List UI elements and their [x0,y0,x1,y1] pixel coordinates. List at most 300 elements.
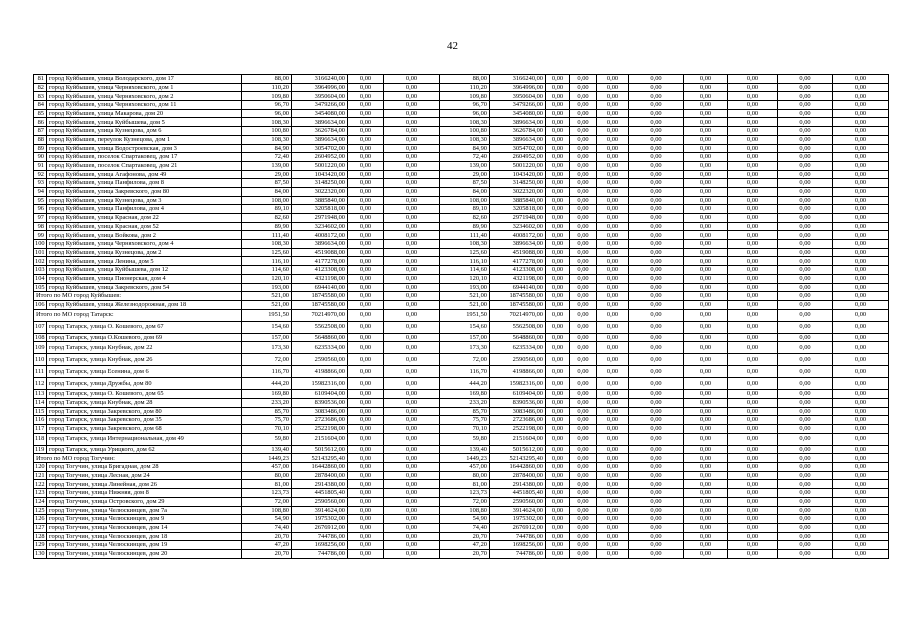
z3-cell: 0,00 [546,342,570,354]
z5-cell: 0,00 [597,480,629,489]
row-number: 107 [34,321,47,333]
area-cell: 233,20 [242,398,292,407]
z6-cell: 0,00 [629,506,684,515]
z2-cell: 0,00 [384,179,440,188]
z7-cell: 0,00 [684,549,728,558]
z4-cell: 0,00 [570,231,597,240]
z2-cell: 0,00 [384,187,440,196]
area2-cell: 116,10 [440,257,490,266]
z10-cell: 0,00 [833,497,889,506]
area2-cell: 108,30 [440,118,490,127]
area-cell: 139,40 [242,445,292,454]
z2-cell: 0,00 [384,135,440,144]
row-number: 83 [34,92,47,101]
z5-cell: 0,00 [597,354,629,366]
area2-cell: 72,00 [440,354,490,366]
z9-cell: 0,00 [778,407,833,416]
z9-cell: 0,00 [778,321,833,333]
z7-cell: 0,00 [684,283,728,292]
address-cell: город Куйбышев, улица Черняховского, дом 1 [47,83,242,92]
z3-cell: 0,00 [546,196,570,205]
z1-cell: 0,00 [348,109,384,118]
address-cell: город Тогучин, улица Бригадная, дом 28 [47,463,242,472]
z2-cell: 0,00 [384,196,440,205]
z7-cell: 0,00 [684,83,728,92]
z6-cell: 0,00 [629,433,684,445]
area-cell: 125,60 [242,248,292,257]
cost-cell: 4198866,00 [292,366,348,378]
z8-cell: 0,00 [728,248,778,257]
area-cell: 108,30 [242,240,292,249]
z7-cell: 0,00 [684,101,728,110]
z6-cell: 0,00 [629,109,684,118]
z6-cell: 0,00 [629,135,684,144]
area2-cell: 59,80 [440,433,490,445]
cost2-cell: 1698256,00 [490,541,546,550]
cost2-cell: 1043420,00 [490,170,546,179]
row-number: 100 [35,240,45,248]
cost-cell: 6235334,00 [292,342,348,354]
z6-cell: 0,00 [629,170,684,179]
table-row [34,354,889,366]
row-number: 116 [34,416,47,425]
area2-cell: 157,00 [440,333,490,342]
row-number: 88 [34,135,47,144]
row-number: 121 [35,471,45,479]
z5-cell: 0,00 [597,187,629,196]
table-row [34,321,889,333]
cost2-cell: 4198866,00 [490,366,546,378]
z6-cell: 0,00 [629,118,684,127]
z7-cell: 0,00 [684,170,728,179]
z3-cell: 0,00 [546,274,570,283]
z10-cell: 0,00 [833,292,889,301]
cost-cell: 5562508,00 [292,321,348,333]
z1-cell: 0,00 [348,333,384,342]
z1-cell: 0,00 [348,231,384,240]
z6-cell: 0,00 [629,266,684,275]
z3-cell: 0,00 [546,463,570,472]
z7-cell: 0,00 [684,75,728,84]
cost-cell: 2676912,00 [292,523,348,532]
z3-cell: 0,00 [546,292,570,301]
area2-cell: 108,00 [440,196,490,205]
z3-cell: 0,00 [546,266,570,275]
table-row [34,532,889,541]
area-cell: 444,20 [242,378,292,390]
z2-cell: 0,00 [384,497,440,506]
area-cell: 123,73 [242,489,292,498]
cost-cell: 2522198,00 [292,425,348,434]
z4-cell: 0,00 [570,135,597,144]
z10-cell: 0,00 [833,378,889,390]
address-cell: город Татарск, улица Урицкого, дом 62 [47,445,242,454]
z3-cell: 0,00 [546,75,570,84]
z2-cell: 0,00 [384,257,440,266]
z6-cell: 0,00 [629,454,684,463]
table-row [34,109,889,118]
z2-cell: 0,00 [384,109,440,118]
z1-cell: 0,00 [348,445,384,454]
table-row [34,187,889,196]
z6-cell: 0,00 [629,366,684,378]
z7-cell: 0,00 [684,333,728,342]
z2-cell: 0,00 [384,454,440,463]
cost-cell: 4519088,00 [292,248,348,257]
z10-cell: 0,00 [833,161,889,170]
z3-cell: 0,00 [546,532,570,541]
z7-cell: 0,00 [684,407,728,416]
z6-cell: 0,00 [629,523,684,532]
cost-cell: 3234602,00 [292,222,348,231]
total-row [34,309,889,321]
z1-cell: 0,00 [348,342,384,354]
total-label: Итого по МО город Татарск: [34,309,242,321]
address-cell: город Тогучин, улица Челюскинцев, дом 14 [47,523,242,532]
housing-table [33,74,889,559]
area-cell: 96,70 [242,101,292,110]
z10-cell: 0,00 [833,454,889,463]
z6-cell: 0,00 [629,309,684,321]
address-cell: город Татарск, улица Кнубнак, дом 28 [47,398,242,407]
cost-cell: 3148250,00 [292,179,348,188]
z9-cell: 0,00 [778,109,833,118]
z10-cell: 0,00 [833,118,889,127]
z5-cell: 0,00 [597,454,629,463]
table-row [34,471,889,480]
z3-cell: 0,00 [546,300,570,309]
z6-cell: 0,00 [629,480,684,489]
z8-cell: 0,00 [728,354,778,366]
cost-cell: 18745580,00 [292,300,348,309]
z8-cell: 0,00 [728,153,778,162]
z1-cell: 0,00 [348,378,384,390]
z3-cell: 0,00 [546,506,570,515]
z1-cell: 0,00 [348,292,384,301]
z4-cell: 0,00 [570,187,597,196]
z1-cell: 0,00 [348,463,384,472]
row-number: 104 [35,274,45,282]
z3-cell: 0,00 [546,416,570,425]
z6-cell: 0,00 [629,292,684,301]
z2-cell: 0,00 [384,489,440,498]
z5-cell: 0,00 [597,497,629,506]
z3-cell: 0,00 [546,109,570,118]
z10-cell: 0,00 [833,283,889,292]
z1-cell: 0,00 [348,179,384,188]
row-number: 125 [35,506,45,514]
z2-cell: 0,00 [384,144,440,153]
z8-cell: 0,00 [728,480,778,489]
z6-cell: 0,00 [629,161,684,170]
cost2-cell: 8390536,00 [490,398,546,407]
z4-cell: 0,00 [570,532,597,541]
z2-cell: 0,00 [384,506,440,515]
cost-cell: 3950604,00 [292,92,348,101]
z1-cell: 0,00 [348,127,384,136]
z7-cell: 0,00 [684,342,728,354]
address-cell: город Тогучин, улица Лесная, дом 24 [47,471,242,480]
z8-cell: 0,00 [728,283,778,292]
table-row [34,342,889,354]
cost-cell: 4177278,00 [292,257,348,266]
table-row [34,515,889,524]
row-number: 130 [35,550,45,558]
area-cell: 108,30 [242,118,292,127]
z9-cell: 0,00 [778,92,833,101]
z3-cell: 0,00 [546,549,570,558]
area-cell: 29,00 [242,170,292,179]
z9-cell: 0,00 [778,248,833,257]
z6-cell: 0,00 [629,333,684,342]
z2-cell: 0,00 [384,127,440,136]
z9-cell: 0,00 [778,445,833,454]
table-row [34,390,889,399]
z9-cell: 0,00 [778,532,833,541]
area-cell: 84,00 [242,187,292,196]
z3-cell: 0,00 [546,445,570,454]
z7-cell: 0,00 [684,274,728,283]
z5-cell: 0,00 [597,515,629,524]
z3-cell: 0,00 [546,187,570,196]
cost2-cell: 18745580,00 [490,300,546,309]
area-cell: 1951,50 [242,309,292,321]
z7-cell: 0,00 [684,231,728,240]
z5-cell: 0,00 [597,83,629,92]
area2-cell: 521,00 [440,300,490,309]
z8-cell: 0,00 [728,196,778,205]
z7-cell: 0,00 [684,515,728,524]
z7-cell: 0,00 [684,425,728,434]
z10-cell: 0,00 [833,463,889,472]
z2-cell: 0,00 [384,101,440,110]
z7-cell: 0,00 [684,257,728,266]
z7-cell: 0,00 [684,506,728,515]
row-number: 112 [34,378,47,390]
z4-cell: 0,00 [570,342,597,354]
z8-cell: 0,00 [728,333,778,342]
z10-cell: 0,00 [833,248,889,257]
area-cell: 20,70 [242,532,292,541]
z3-cell: 0,00 [546,489,570,498]
z8-cell: 0,00 [728,489,778,498]
z10-cell: 0,00 [833,274,889,283]
z9-cell: 0,00 [778,214,833,223]
address-cell: город Татарск, улица Интернациональная, дом 49 [47,433,242,445]
area-cell: 109,80 [242,92,292,101]
area-cell: 110,20 [242,83,292,92]
z5-cell: 0,00 [597,274,629,283]
z2-cell: 0,00 [384,342,440,354]
z4-cell: 0,00 [570,454,597,463]
z7-cell: 0,00 [684,463,728,472]
cost2-cell: 3166240,00 [490,75,546,84]
cost-cell: 3454080,00 [292,109,348,118]
cost-cell: 4451805,40 [292,489,348,498]
z5-cell: 0,00 [597,205,629,214]
z4-cell: 0,00 [570,515,597,524]
z9-cell: 0,00 [778,231,833,240]
z3-cell: 0,00 [546,283,570,292]
z1-cell: 0,00 [348,425,384,434]
area2-cell: 85,70 [440,407,490,416]
z8-cell: 0,00 [728,300,778,309]
area2-cell: 123,73 [440,489,490,498]
cost2-cell: 3022320,00 [490,187,546,196]
z8-cell: 0,00 [728,161,778,170]
z5-cell: 0,00 [597,321,629,333]
cost2-cell: 4123308,00 [490,266,546,275]
area2-cell: 108,30 [440,135,490,144]
z5-cell: 0,00 [597,170,629,179]
area-cell: 120,10 [242,274,292,283]
cost-cell: 744786,00 [292,549,348,558]
area-cell: 100,80 [242,127,292,136]
z8-cell: 0,00 [728,321,778,333]
z6-cell: 0,00 [629,515,684,524]
address-cell: город Тогучин, улица Линейная, дом 26 [47,480,242,489]
z8-cell: 0,00 [728,92,778,101]
area-cell: 457,00 [242,463,292,472]
cost-cell: 3914624,00 [292,506,348,515]
row-number: 126 [35,515,45,523]
table-row [34,153,889,162]
cost-cell: 3022320,00 [292,187,348,196]
cost-cell: 3166240,00 [292,75,348,84]
z4-cell: 0,00 [570,445,597,454]
z2-cell: 0,00 [384,471,440,480]
area-cell: 193,00 [242,283,292,292]
z8-cell: 0,00 [728,118,778,127]
z6-cell: 0,00 [629,532,684,541]
cost-cell: 744786,00 [292,532,348,541]
cost-cell: 15982316,00 [292,378,348,390]
z4-cell: 0,00 [570,378,597,390]
z10-cell: 0,00 [833,433,889,445]
z2-cell: 0,00 [384,463,440,472]
z9-cell: 0,00 [778,153,833,162]
table-row [34,179,889,188]
row-number: 117 [34,425,47,434]
address-cell: город Куйбышев, улица Пионерская, дом 4 [47,274,242,283]
area2-cell: 233,20 [440,398,490,407]
z1-cell: 0,00 [348,222,384,231]
area2-cell: 120,10 [440,274,490,283]
z8-cell: 0,00 [728,274,778,283]
z2-cell: 0,00 [384,248,440,257]
cost-cell: 5015612,00 [292,445,348,454]
cost2-cell: 3914624,00 [490,506,546,515]
z7-cell: 0,00 [684,222,728,231]
cost-cell: 3054702,00 [292,144,348,153]
z9-cell: 0,00 [778,506,833,515]
cost-cell: 2914380,00 [292,480,348,489]
z1-cell: 0,00 [348,187,384,196]
row-number: 108 [35,333,45,341]
z3-cell: 0,00 [546,480,570,489]
z9-cell: 0,00 [778,300,833,309]
area-cell: 114,60 [242,266,292,275]
cost2-cell: 4519088,00 [490,248,546,257]
z4-cell: 0,00 [570,222,597,231]
area2-cell: 47,20 [440,541,490,550]
table-row [34,135,889,144]
table-row [34,161,889,170]
z6-cell: 0,00 [629,378,684,390]
z8-cell: 0,00 [728,257,778,266]
z6-cell: 0,00 [629,144,684,153]
z9-cell: 0,00 [778,187,833,196]
z7-cell: 0,00 [684,300,728,309]
z10-cell: 0,00 [833,101,889,110]
z4-cell: 0,00 [570,292,597,301]
z2-cell: 0,00 [384,118,440,127]
area2-cell: 108,80 [440,506,490,515]
area2-cell: 20,70 [440,549,490,558]
z2-cell: 0,00 [384,425,440,434]
z8-cell: 0,00 [728,390,778,399]
z7-cell: 0,00 [684,135,728,144]
z9-cell: 0,00 [778,523,833,532]
cost-cell: 3964996,00 [292,83,348,92]
z7-cell: 0,00 [684,187,728,196]
z6-cell: 0,00 [629,425,684,434]
z2-cell: 0,00 [384,321,440,333]
z5-cell: 0,00 [597,240,629,249]
z10-cell: 0,00 [833,549,889,558]
cost2-cell: 2723686,00 [490,416,546,425]
table-row [34,222,889,231]
z10-cell: 0,00 [833,266,889,275]
z4-cell: 0,00 [570,390,597,399]
area-cell: 116,10 [242,257,292,266]
z9-cell: 0,00 [778,515,833,524]
z9-cell: 0,00 [778,398,833,407]
cost2-cell: 2914380,00 [490,480,546,489]
cost-cell: 4008172,00 [292,231,348,240]
address-cell: город Куйбышев, улица Ленина, дом 5 [47,257,242,266]
z2-cell: 0,00 [384,416,440,425]
table-row [34,240,889,249]
z3-cell: 0,00 [546,179,570,188]
z6-cell: 0,00 [629,497,684,506]
z8-cell: 0,00 [728,187,778,196]
z8-cell: 0,00 [728,497,778,506]
z10-cell: 0,00 [833,541,889,550]
z3-cell: 0,00 [546,127,570,136]
z1-cell: 0,00 [348,161,384,170]
z4-cell: 0,00 [570,541,597,550]
address-cell: город Куйбышев, улица Красная, дом 52 [47,222,242,231]
z6-cell: 0,00 [629,549,684,558]
z4-cell: 0,00 [570,366,597,378]
area-cell: 1449,23 [242,454,292,463]
area2-cell: 87,50 [440,179,490,188]
z9-cell: 0,00 [778,471,833,480]
cost2-cell: 2151604,00 [490,433,546,445]
area2-cell: 70,10 [440,425,490,434]
z4-cell: 0,00 [570,170,597,179]
z5-cell: 0,00 [597,463,629,472]
z6-cell: 0,00 [629,354,684,366]
z7-cell: 0,00 [684,248,728,257]
z5-cell: 0,00 [597,153,629,162]
area-cell: 96,00 [242,109,292,118]
z6-cell: 0,00 [629,445,684,454]
z9-cell: 0,00 [778,118,833,127]
row-number: 87 [34,127,47,136]
z9-cell: 0,00 [778,170,833,179]
